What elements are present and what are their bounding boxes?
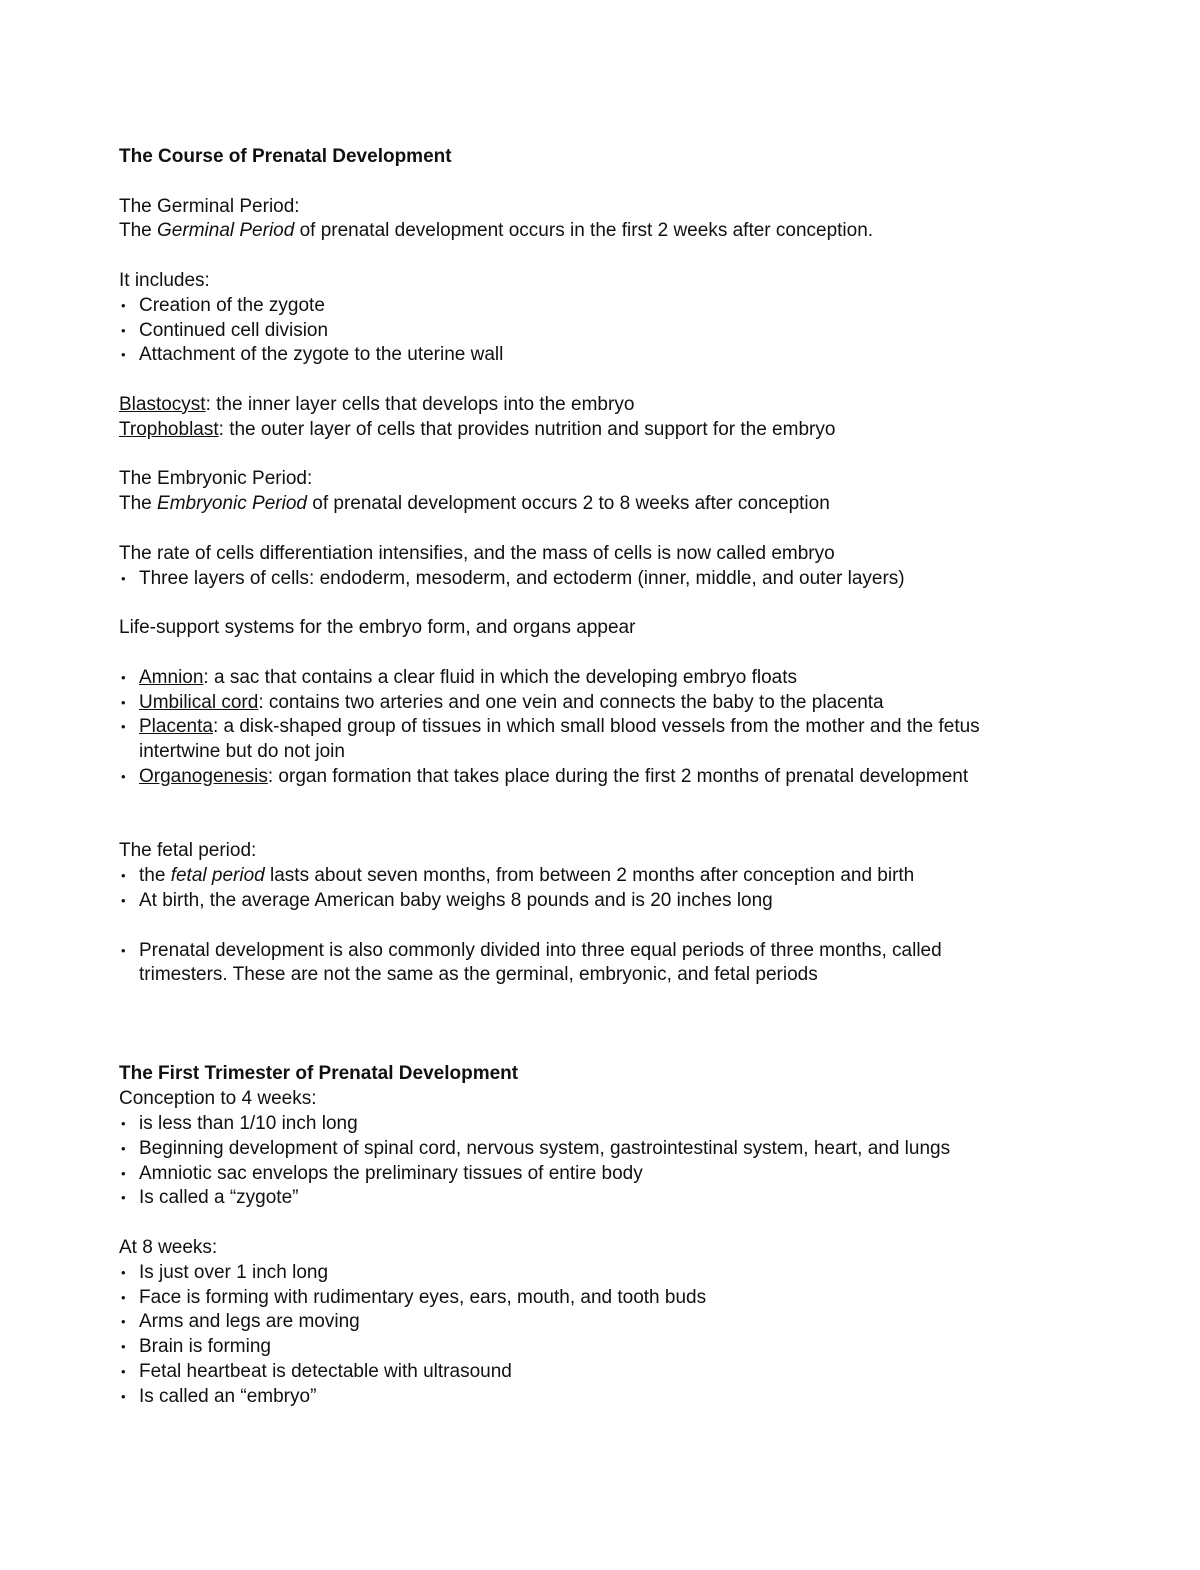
section-title: The Course of Prenatal Development	[119, 146, 452, 167]
embryonic-heading: The Embryonic Period:	[119, 468, 313, 490]
term-blastocyst: Blastocyst	[119, 393, 206, 415]
list-item: • Placenta: a disk-shaped group of tissues in which small blood vessels from the mother and the fetus	[119, 715, 1099, 740]
list-item-continuation: trimesters. These are not the same as the germinal, embryonic, and fetal periods	[139, 964, 818, 986]
term-amnion: Amnion	[139, 666, 204, 688]
germinal-heading: The Germinal Period:	[119, 195, 300, 217]
list-item: • At birth, the average American baby weighs 8 pounds and is 20 inches long	[119, 889, 1099, 914]
list-item: • is less than 1/10 inch long	[119, 1112, 1099, 1137]
list-item: • Beginning development of spinal cord, nervous system, gastrointestinal system, heart, and lungs	[119, 1137, 1099, 1162]
term-definition: Blastocyst: the inner layer cells that develops into the embryo	[119, 393, 635, 415]
list-item: • Is called an “embryo”	[119, 1385, 1099, 1410]
list-item-continuation: intertwine but do not join	[139, 741, 345, 763]
list-item: • Brain is forming	[119, 1335, 1099, 1360]
embryonic-term: Embryonic Period	[157, 493, 307, 515]
four-weeks-heading: Conception to 4 weeks:	[119, 1088, 317, 1110]
list-item: • Prenatal development is also commonly divided into three equal periods of three months, called	[119, 939, 1099, 964]
list-item: • Fetal heartbeat is detectable with ultrasound	[119, 1360, 1099, 1385]
list-item: • Continued cell division	[119, 319, 1099, 344]
list-item: • Amniotic sac envelops the preliminary tissues of entire body	[119, 1162, 1099, 1187]
fetal-term: fetal period	[170, 865, 265, 887]
list-item: • Three layers of cells: endoderm, mesoderm, and ectoderm (inner, middle, and outer layers)	[119, 567, 1099, 592]
includes-label: It includes:	[119, 269, 210, 291]
term-umbilical-cord: Umbilical cord	[139, 691, 259, 713]
eight-weeks-heading: At 8 weeks:	[119, 1237, 218, 1259]
term-placenta: Placenta	[139, 716, 213, 738]
list-item: • Creation of the zygote	[119, 294, 1099, 319]
list-item: • Attachment of the zygote to the uterine wall	[119, 343, 1099, 368]
section-title: The First Trimester of Prenatal Development	[119, 1063, 519, 1085]
list-item: • Arms and legs are moving	[119, 1310, 1099, 1335]
term-organogenesis: Organogenesis	[139, 765, 268, 787]
list-item: • Organogenesis: organ formation that takes place during the first 2 months of prenatal development	[119, 765, 1099, 790]
list-item: • Face is forming with rudimentary eyes, ears, mouth, and tooth buds	[119, 1286, 1099, 1311]
list-item: • Is just over 1 inch long	[119, 1261, 1099, 1286]
rate-text: The rate of cells differentiation intensifies, and the mass of cells is now called embryo	[119, 542, 835, 564]
list-item: • the fetal period lasts about seven months, from between 2 months after conception and birth	[119, 864, 1099, 889]
term-trophoblast: Trophoblast	[119, 418, 219, 440]
document-body	[119, 145, 1099, 1410]
embryonic-definition: The Embryonic Period of prenatal development occurs 2 to 8 weeks after conception	[119, 493, 830, 515]
term-definition: Trophoblast: the outer layer of cells that provides nutrition and support for the embryo	[119, 418, 836, 440]
germinal-definition: The Germinal Period of prenatal development occurs in the first 2 weeks after conception.	[119, 220, 874, 242]
life-support-text: Life-support systems for the embryo form, and organs appear	[119, 617, 636, 639]
fetal-heading: The fetal period:	[119, 840, 257, 862]
list-item: • Is called a “zygote”	[119, 1186, 1099, 1211]
germinal-term: Germinal Period	[157, 220, 295, 242]
list-item: • Umbilical cord: contains two arteries and one vein and connects the baby to the placenta	[119, 691, 1099, 716]
list-item: • Amnion: a sac that contains a clear fluid in which the developing embryo floats	[119, 666, 1099, 691]
